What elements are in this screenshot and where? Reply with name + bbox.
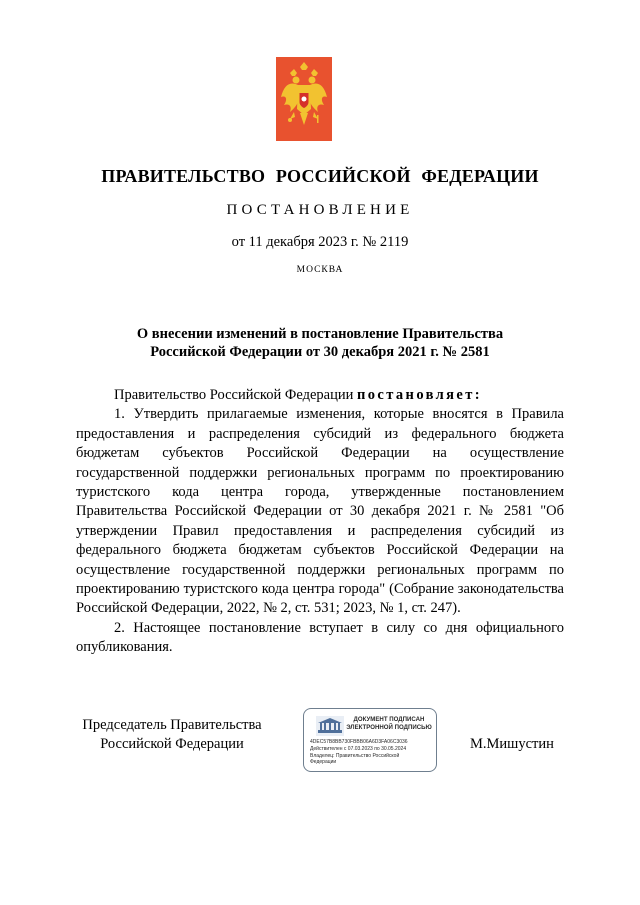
- preamble-paragraph: [76, 386, 564, 405]
- subject-line-1: О внесении изменений в постановление Правительства: [136, 326, 504, 342]
- resolves-word: постановляет:: [356, 387, 483, 403]
- subject-line-2: Российской Федерации от 30 декабря 2021 г. № 2581: [150, 344, 490, 360]
- signer-position-line-1: Председатель Правительства: [82, 717, 262, 733]
- government-building-icon: [316, 716, 344, 736]
- preamble-text: Правительство Российской Федерации: [114, 387, 357, 403]
- document-type: ПОСТАНОВЛЕНИЕ: [226, 202, 414, 218]
- signer-name: М.Мишустин: [470, 736, 554, 752]
- document-subject: [80, 325, 560, 361]
- document-city: МОСКВА: [296, 265, 344, 275]
- signer-position: [72, 716, 272, 754]
- document-body: [76, 386, 564, 658]
- electronic-signature-stamp: [303, 708, 437, 772]
- document-date-number: от 11 декабря 2023 г. № 2119: [231, 234, 409, 250]
- coat-of-arms-emblem: [276, 57, 332, 141]
- stamp-owner-line-2: Федерации: [310, 759, 337, 765]
- signer-position-line-2: Российской Федерации: [100, 736, 244, 752]
- stamp-heading: ДОКУМЕНТ ПОДПИСАН ЭЛЕКТРОННОЙ ПОДПИСЬЮ: [346, 716, 432, 731]
- stamp-certificate: 4DEC57B8BB730FBBB06A6D3FA06C3036: [310, 739, 408, 745]
- stamp-owner-line-1: Владелец: Правительство Российской: [310, 753, 400, 759]
- paragraph-item-2: 2. Настоящее постановление вступает в силу со дня официального опубликования.: [76, 619, 564, 656]
- stamp-validity: Действителен с 07.03.2023 по 30.05.2024: [310, 746, 407, 752]
- double-headed-eagle-icon: [276, 57, 332, 141]
- government-title: ПРАВИТЕЛЬСТВО РОССИЙСКОЙ ФЕДЕРАЦИИ: [101, 166, 539, 186]
- paragraph-item-1: 1. Утвердить прилагаемые изменения, которые вносятся в Правила предоставления и распределения субсидий из федерального бюджета бюджетам субъектов Российской Федерации на осуществление государственной поддержки региональных программ по проектированию туристского кода центра города, утвержденные постановлением Правительства Российской Федерации от 30 декабря 2021 г. № 2581 "Об утверждении Правил предоставления и распределения субсидий из федерального бюджета бюджетам субъектов Российской Федерации на осуществление государственной поддержки региональных программ по проектированию туристского кода центра города" (Собрание законодательства Российской Федерации, 2022, № 2, ст. 531; 2023, № 1, ст. 247).: [76, 406, 564, 617]
